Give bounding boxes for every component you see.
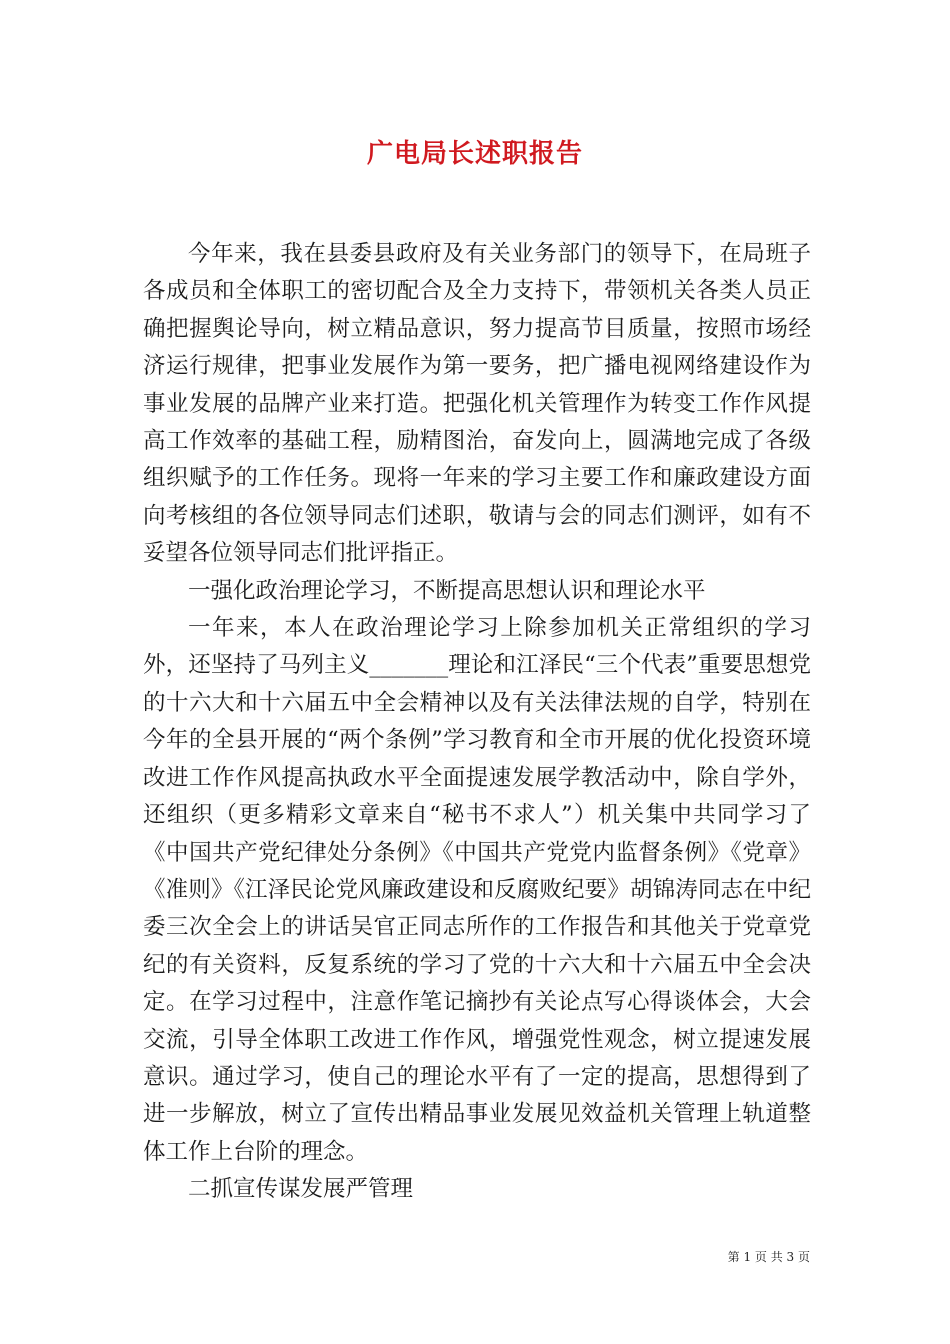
page-number: 第 1 页 共 3 页 [727,1250,810,1264]
section-heading-1: 一强化政治理论学习，不断提高思想认识和理论水平 [188,577,706,604]
intro-paragraph: 今年来，我在县委县政府及有关业务部门的领导下，在局班子各成员和全体职工的密切配合及全力支持下，带领机关各类人员正确把握舆论导向，树立精品意识，努力提高节目质量，按照市场经济运行规律，把事业发展作为第一要务，把广播电视网络建设作为事业发展的品牌产业来打造。把强化机关管理作为转变工作作风提高工作效率的基础工程，励精图治，奋发向上，圆满地完成了各级组织赋予的工作任务。现将一年来的学习主要工作和廉政建设方面向考核组的各位领导同志们述职，敬请与会的同志们测评，如有不妥望各位领导同志们批评指正。 [143,241,811,567]
document-body [143,236,811,1209]
document-title: 广电局长述职报告 [366,139,583,169]
section-heading-2: 二抓宣传谋发展严管理 [188,1176,414,1203]
section-1-paragraph: 一年来，本人在政治理论学习上除参加机关正常组织的学习外，还坚持了马列主义_______理论和江泽民“三个代表”重要思想党的十六大和十六届五中全会精神以及有关法律法规的自学，特别在今年的全县开展的“两个条例”学习教育和全市开展的优化投资环境改进工作作风提高执政水平全面提速发展学教活动中，除自学外，还组织（更多精彩文章来自“秘书不求人”）机关集中共同学习了《中国共产党纪律处分条例》《中国共产党党内监督条例》《党章》《准则》《江泽民论党风廉政建设和反腐败纪要》胡锦涛同志在中纪委三次全会上的讲话吴官正同志所作的工作报告和其他关于党章党纪的有关资料，反复系统的学习了党的十六大和十六届五中全会决定。在学习过程中，注意作笔记摘抄有关论点写心得谈体会，大会交流，引导全体职工改进工作作风，增强党性观念，树立提速发展意识。通过学习，使自己的理论水平有了一定的提高，思想得到了进一步解放，树立了宣传出精品事业发展见效益机关管理上轨道整体工作上台阶的理念。 [143,615,811,1165]
